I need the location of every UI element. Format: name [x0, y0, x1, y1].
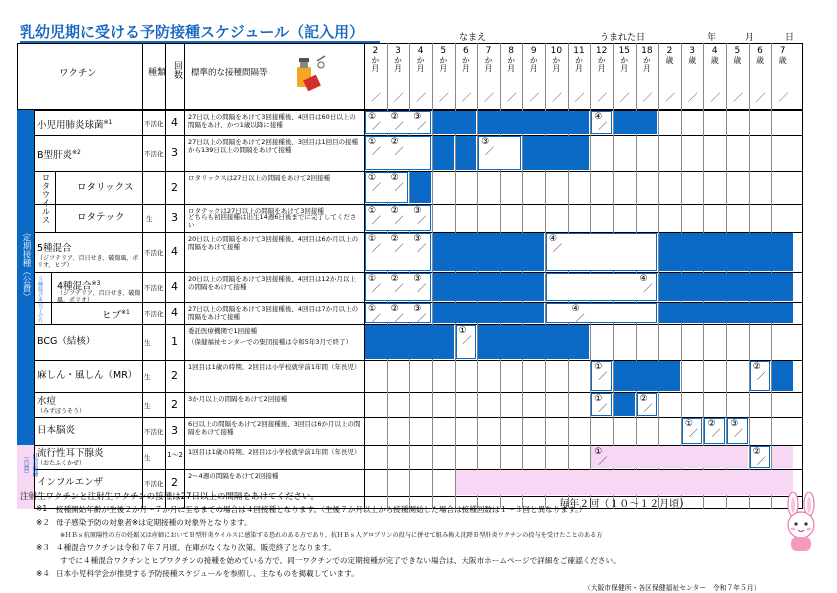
vaccine-name: ロタリックス [77, 181, 134, 193]
vaccine-kind: 不活化 [144, 249, 164, 257]
vaccine-interval: 委託医療機関で1回接種 [188, 327, 258, 335]
dose-date-slot: ／ [553, 244, 563, 254]
recommended-period-bar [614, 111, 657, 134]
dose-marker [413, 304, 426, 324]
dose-marker [481, 137, 494, 157]
date-slot: ／ [619, 93, 630, 104]
vaccine-count: 3 [171, 146, 178, 159]
dose-date-slot: ／ [598, 122, 608, 132]
vaccine-count: 4 [171, 280, 178, 293]
dose-marker [391, 173, 404, 193]
vaccine-name: B型肝炎$^{※2}$ [37, 149, 81, 162]
dose-date-slot: ／ [394, 216, 404, 226]
dose-number: ③ [413, 274, 422, 284]
row-rule [34, 392, 803, 393]
recommended-period-bar [523, 136, 589, 170]
dose-number: ② [390, 304, 399, 314]
recommended-period-bar [433, 273, 544, 301]
voluntary-period-bar [591, 446, 747, 468]
dose-date-slot: ／ [372, 147, 382, 157]
age-unit: か月 [483, 56, 493, 72]
recommended-period-bar [410, 172, 431, 203]
dose-marker [368, 137, 381, 157]
dose-slot [546, 233, 657, 271]
vaccine-interval: 20日以上の間隔をあけて3回接種後、4回目は12か月以上の間隔をあけて接種 [188, 275, 356, 291]
dose-marker [753, 362, 766, 382]
dose-date-slot: ／ [598, 404, 608, 414]
header-vaccine: ワクチン [59, 68, 97, 79]
recommended-period-bar [614, 361, 680, 391]
vaccine-interval: ロタリックスは27日以上の間隔をあけて2回接種 [188, 174, 331, 182]
column-rule [184, 43, 185, 509]
dose-number: ③ [481, 137, 490, 147]
vaccine-interval: 6日以上の間隔をあけて2回接種後、3回目は6か月以上の間隔をあけて接種 [188, 420, 361, 436]
vaccine-subtitle: （みずぼうそう） [37, 407, 86, 415]
age-number: 6 [462, 46, 469, 56]
dose-date-slot: ／ [372, 122, 382, 132]
dose-date-slot: ／ [417, 122, 427, 132]
voluntary-period-bar [772, 446, 793, 468]
footnote-2: 母子感染予防の対象者※は定期接種の対象外となります。 [56, 518, 252, 527]
dose-date-slot: ／ [598, 457, 608, 467]
section-routine-label: 定期接種（公費） [21, 233, 31, 301]
vaccine-kind: 不活化 [144, 428, 164, 436]
dose-number: ① [594, 447, 603, 457]
dose-number: ③ [413, 206, 422, 216]
recommended-period-bar [365, 325, 454, 359]
vaccine-name: BCG（結核） [37, 336, 96, 347]
dose-marker [753, 447, 766, 467]
dose-marker [391, 304, 404, 324]
age-number: 6 [757, 46, 763, 56]
recommended-period-bar [614, 393, 635, 416]
dose-number: ② [390, 112, 399, 122]
dose-date-slot: ／ [394, 147, 404, 157]
vaccine-footnote-ref: ※1 [103, 118, 113, 126]
vaccine-interval: 20日以上の間隔をあけて3回接種後、4回目は6か月以上の間隔をあけて接種 [188, 235, 359, 251]
footnote-3-label: ※３ [36, 543, 50, 552]
dose-date-slot: ／ [417, 216, 427, 226]
age-unit: か月 [642, 56, 652, 72]
vaccine-name: 4種混合$^{※3}$ [57, 280, 101, 293]
vaccine-count: 2 [171, 369, 178, 382]
age-unit: 歳 [755, 56, 765, 64]
dose-marker [368, 274, 381, 294]
dose-number: ② [639, 394, 648, 404]
age-number: 11 [573, 46, 585, 56]
age-unit: か月 [574, 56, 584, 72]
vaccine-kind: 生 [144, 454, 151, 462]
age-unit: か月 [438, 56, 448, 72]
age-unit: か月 [506, 56, 516, 72]
vaccine-subtitle: （ジフテリア、百日せき、破傷風、ポリオ） [57, 290, 141, 304]
dose-marker [572, 304, 585, 324]
dose-date-slot: ／ [394, 284, 404, 294]
vaccine-subtitle: （ジフテリア、百日せき、破傷風、ポリオ、ヒブ） [37, 255, 139, 269]
dose-date-slot: ／ [688, 429, 698, 439]
dose-date-slot: ／ [372, 216, 382, 226]
dose-number: ② [390, 206, 399, 216]
date-slot: ／ [665, 93, 676, 104]
vaccine-count: 2 [171, 475, 178, 489]
date-slot: ／ [755, 93, 766, 104]
dose-marker [594, 112, 607, 132]
dose-date-slot: ／ [417, 314, 427, 324]
vaccine-footnote-ref: ※1 [121, 309, 130, 316]
name-label: なまえ [459, 33, 487, 43]
dose-date-slot: ／ [734, 429, 744, 439]
section-voluntary-label: 任意接種（自費） [22, 453, 38, 477]
birth-label: うまれた日 [600, 33, 646, 43]
vaccine-count: 2 [171, 180, 178, 194]
date-slot: ／ [529, 93, 540, 104]
dose-marker [391, 206, 404, 226]
row-rule [34, 496, 803, 497]
dose-number: ① [458, 326, 467, 336]
vaccine-name: ロタテック [77, 212, 125, 223]
dose-date-slot: ／ [462, 336, 472, 346]
dose-number: ① [368, 206, 377, 216]
age-unit: か月 [370, 56, 380, 72]
dose-marker [391, 112, 404, 132]
dose-number: ① [368, 304, 377, 314]
vaccine-interval: 27日以上の間隔をあけて3回接種後、4回目は7か月以上の間隔をあけて接種 [188, 305, 359, 321]
dose-marker [368, 304, 381, 324]
vaccine-kind: 不活化 [144, 284, 164, 292]
age-unit: 歳 [710, 56, 720, 64]
date-slot: ／ [371, 93, 381, 104]
footnote-lead: 注射生ワクチンと注射生ワクチンの接種は27日以上の間隔をあけてください。 [20, 492, 319, 502]
vaccine-count: 2 [171, 397, 178, 411]
date-slot: ／ [393, 93, 404, 104]
date-slot: ／ [778, 93, 789, 104]
dose-marker [549, 234, 562, 254]
vaccine-kind: 不活化 [144, 150, 164, 158]
vaccine-name: 小児用肺炎球菌$^{※1}$ [37, 118, 113, 131]
recommended-period-bar [433, 136, 454, 170]
dose-number: ① [368, 234, 377, 244]
dose-number: ③ [413, 234, 422, 244]
dose-number: ② [390, 173, 399, 183]
date-slot: ／ [484, 93, 495, 104]
dose-marker [459, 326, 472, 346]
dose-number: ① [368, 137, 377, 147]
dose-marker [640, 274, 653, 294]
dose-number: ① [594, 362, 603, 372]
vaccine-kind: 生 [144, 373, 151, 381]
vaccine-kind: 生 [144, 339, 151, 347]
vaccine-kind: 生 [144, 401, 151, 410]
age-number: 2 [372, 46, 379, 56]
dose-slot [546, 303, 657, 323]
dose-date-slot: ／ [485, 147, 495, 157]
date-slot: ／ [506, 93, 517, 104]
age-number: 4 [417, 46, 424, 56]
vaccine-name: 日本脳炎 [37, 425, 76, 436]
year-label: 年 [707, 33, 717, 43]
dose-number: ④ [549, 234, 558, 244]
date-slot: ／ [416, 93, 427, 104]
date-slot: ／ [552, 93, 563, 104]
dose-number: ④ [571, 304, 580, 314]
date-slot: ／ [438, 93, 449, 104]
vaccine-count: 4 [171, 306, 178, 319]
vaccine-interval: 3か月以上の間隔をあけて2回接種 [188, 395, 288, 403]
dose-marker [413, 274, 426, 294]
footnote-1-label: ※1 [36, 504, 48, 513]
age-unit: 歳 [687, 56, 697, 64]
dose-date-slot: ／ [394, 183, 404, 193]
month-label: 月 [745, 33, 755, 43]
vaccine-interval: 27日以上の間隔をあけて2回接種後、3回目は1回目の接種から139日以上の間隔をあけて接種 [188, 138, 359, 154]
vaccine-interval: 27日以上の間隔をあけて3回接種後、4回目は60日以上の間隔をあけ、かつ1歳以降に接種 [188, 113, 356, 129]
recommended-period-bar [433, 303, 544, 323]
dose-marker [368, 173, 381, 193]
vaccine-footnote-ref: ※2 [72, 149, 81, 156]
footnote-3b: すでに４種混合ワクチンとヒブワクチンの接種を始めている方で、同一ワクチンでの定期接種が完了できない場合は、大阪市ホームページで詳細をご確認ください。 [60, 556, 621, 565]
vaccine-interval: 2〜4週の間隔をあけて2回接種 [188, 472, 279, 480]
dose-marker [391, 234, 404, 254]
dose-date-slot: ／ [372, 314, 382, 324]
dose-date-slot: ／ [372, 244, 382, 254]
voluntary-period-bar [456, 470, 793, 495]
date-slot: ／ [687, 93, 698, 104]
recommended-period-bar [433, 233, 544, 271]
vaccine-name: ヒブ$^{※1}$ [102, 309, 130, 322]
rota-group-label: ロタウイルス [40, 173, 50, 224]
dose-date-slot: ／ [643, 404, 653, 414]
footnote-4: 日本小児科学会が推奨する予防接種スケジュールを参照し、主なものを掲載しています。 [56, 569, 359, 578]
dose-number: ① [368, 173, 377, 183]
vaccine-interval: 1回目は1歳の時期、2回目は小学校就学前1年間（年長児） [188, 448, 361, 456]
vaccine-count: 3 [171, 211, 178, 224]
dose-number: ① [684, 419, 693, 429]
row-rule [34, 360, 803, 361]
age-unit: か月 [529, 56, 539, 72]
date-slot: ／ [642, 93, 653, 104]
age-number: 3 [689, 46, 695, 56]
age-unit: か月 [619, 56, 629, 72]
age-number: 5 [440, 46, 447, 56]
recommended-period-bar [456, 136, 477, 170]
age-number: 12 [595, 46, 608, 56]
vaccine-kind: 不活化 [144, 479, 164, 488]
vaccine-interval-note: （保健福祉センターでの集団接種は令和5年3月で終了） [188, 338, 353, 346]
vaccine-name: インフルエンザ [37, 476, 104, 488]
age-unit: か月 [416, 56, 426, 72]
rabbit-mascot-icon [776, 492, 828, 554]
vaccine-name: 流行性耳下腺炎 [37, 448, 104, 459]
dose-marker [368, 234, 381, 254]
dose-marker [730, 419, 743, 439]
dose-marker [640, 394, 653, 414]
five-in-one-note: ５種混合未完了の方 [37, 276, 43, 323]
dose-date-slot: ／ [394, 314, 404, 324]
dose-marker [594, 394, 607, 414]
footnote-4-label: ※４ [36, 569, 50, 578]
date-slot: ／ [597, 93, 608, 104]
age-number: 3 [395, 46, 401, 56]
vaccine-name: 麻しん・風しん（MR） [37, 370, 138, 381]
age-number: 8 [508, 46, 514, 56]
footnote-3: ４種混合ワクチンは令和７年７月頃、在庫がなくなり次第、販売終了となります。 [56, 543, 336, 552]
dose-date-slot: ／ [598, 372, 608, 382]
dose-date-slot: ／ [372, 183, 382, 193]
vaccine-count: 3 [171, 424, 178, 437]
column-rule [165, 43, 166, 509]
header-kind: 種類 [148, 68, 167, 78]
vaccine-count: 1 [171, 335, 178, 348]
dose-number: ① [594, 394, 603, 404]
age-unit: か月 [551, 56, 561, 72]
footnote-2b: ※ＨＢｓ抗原陽性の方の妊娠又は産婦においてＢ型肝炎ウイルスに感染する恐れのある方であり、抗ＨＢｓ人グロブリンの投与に併せて組み換え沈降Ｂ型肝炎ワクチンの投与を受けたことのある方 [60, 532, 603, 539]
column-rule [142, 43, 143, 509]
dose-number: ② [707, 419, 716, 429]
recommended-period-bar [659, 233, 793, 271]
vaccine-count: 1〜2 [167, 451, 183, 459]
recommended-period-bar [772, 361, 793, 391]
vaccine-count: 4 [171, 245, 178, 258]
vaccine-interval: 1回目は1歳の時期、2回目は小学校就学前1年間（年長児） [188, 363, 361, 371]
dose-date-slot: ／ [372, 284, 382, 294]
dose-date-slot: ／ [756, 457, 766, 467]
recommended-period-bar [478, 325, 589, 359]
dose-marker [594, 362, 607, 382]
dose-number: ① [368, 274, 377, 284]
dose-marker [413, 234, 426, 254]
vaccine-kind: 不活化 [144, 310, 164, 318]
dose-date-slot: ／ [756, 372, 766, 382]
dose-number: ② [752, 362, 761, 372]
date-slot: ／ [574, 93, 585, 104]
date-slot: ／ [461, 93, 472, 104]
date-slot: ／ [710, 93, 721, 104]
dose-number: ② [390, 274, 399, 284]
age-number: 4 [711, 46, 718, 56]
dose-number: ③ [413, 304, 422, 314]
flu-schedule-note: 毎年２回（１０〜１２月頃） [559, 499, 690, 510]
age-number: 7 [779, 46, 786, 56]
vaccine-kind: 不活化 [144, 119, 164, 128]
vaccine-vial-icon [291, 53, 327, 93]
age-number: 15 [618, 46, 630, 56]
dose-date-slot: ／ [417, 284, 427, 294]
age-number: 9 [530, 46, 537, 56]
header-interval: 標準的な接種間隔等 [191, 68, 268, 78]
recommended-period-bar [659, 273, 793, 301]
date-slot: ／ [733, 93, 744, 104]
age-number: 10 [550, 46, 563, 56]
dose-date-slot: ／ [417, 244, 427, 254]
dose-marker [707, 419, 720, 439]
dose-number: ② [390, 234, 399, 244]
dose-date-slot: ／ [711, 429, 721, 439]
source-note: （大阪市保健所・各区保健福祉センター 令和７年５月） [584, 584, 761, 592]
age-unit: 歳 [665, 56, 674, 64]
rota-kind: 生 [146, 215, 153, 223]
age-number: 18 [641, 46, 653, 56]
age-unit: か月 [461, 56, 471, 72]
day-label: 日 [785, 33, 795, 43]
header-count: 回数 [172, 61, 182, 79]
age-unit: 歳 [778, 56, 788, 64]
page-title: 乳幼児期に受ける予防接種スケジュール（記入用） [20, 23, 365, 41]
dose-marker [685, 419, 698, 439]
vaccine-interval: ロタテックは27日以上の間隔をあけて3回接種 [188, 207, 324, 215]
vaccine-name: 水痘 [37, 395, 57, 407]
dose-marker [368, 206, 381, 226]
recommended-period-bar [659, 303, 793, 323]
recommended-period-bar [433, 111, 476, 134]
vaccine-subtitle: （おたふくかぜ） [37, 460, 86, 467]
footnote-2-label: ※２ [36, 518, 50, 527]
dose-number: ④ [594, 112, 603, 122]
vaccine-footnote-ref: ※3 [91, 280, 101, 287]
dose-marker [368, 112, 381, 132]
age-unit: 歳 [732, 56, 742, 64]
dose-number: ④ [639, 274, 648, 284]
dose-date-slot: ／ [394, 122, 404, 132]
dose-number: ② [390, 137, 399, 147]
dose-marker [391, 274, 404, 294]
age-unit: か月 [597, 56, 607, 72]
age-unit: か月 [393, 56, 403, 72]
rota-shared-note: どちらも初回接種は出生14週6日後までに完了してください [188, 213, 357, 229]
age-number: 7 [485, 46, 492, 56]
age-number: 2 [666, 46, 673, 56]
dose-number: ① [368, 112, 377, 122]
dose-marker [391, 137, 404, 157]
vaccine-name: 5種混合 [37, 243, 72, 254]
age-number: 5 [734, 46, 741, 56]
dose-number: ② [752, 447, 761, 457]
footnote-1: 接種開始年齢が生後２か月〜７か月に至るまでの場合は４回接種となります。（生後７か月以上から接種開始した場合は接種回数は１〜３回と異なります。） [56, 505, 587, 514]
dose-marker [594, 447, 607, 467]
dose-number: ③ [413, 112, 422, 122]
dose-date-slot: ／ [643, 284, 653, 294]
vaccine-count: 4 [171, 115, 178, 129]
recommended-period-bar [478, 111, 589, 134]
dose-date-slot: ／ [394, 244, 404, 254]
dose-marker [413, 112, 426, 132]
dose-number: ③ [730, 419, 739, 429]
dose-marker [413, 206, 426, 226]
dose-date-slot: ／ [575, 314, 585, 324]
